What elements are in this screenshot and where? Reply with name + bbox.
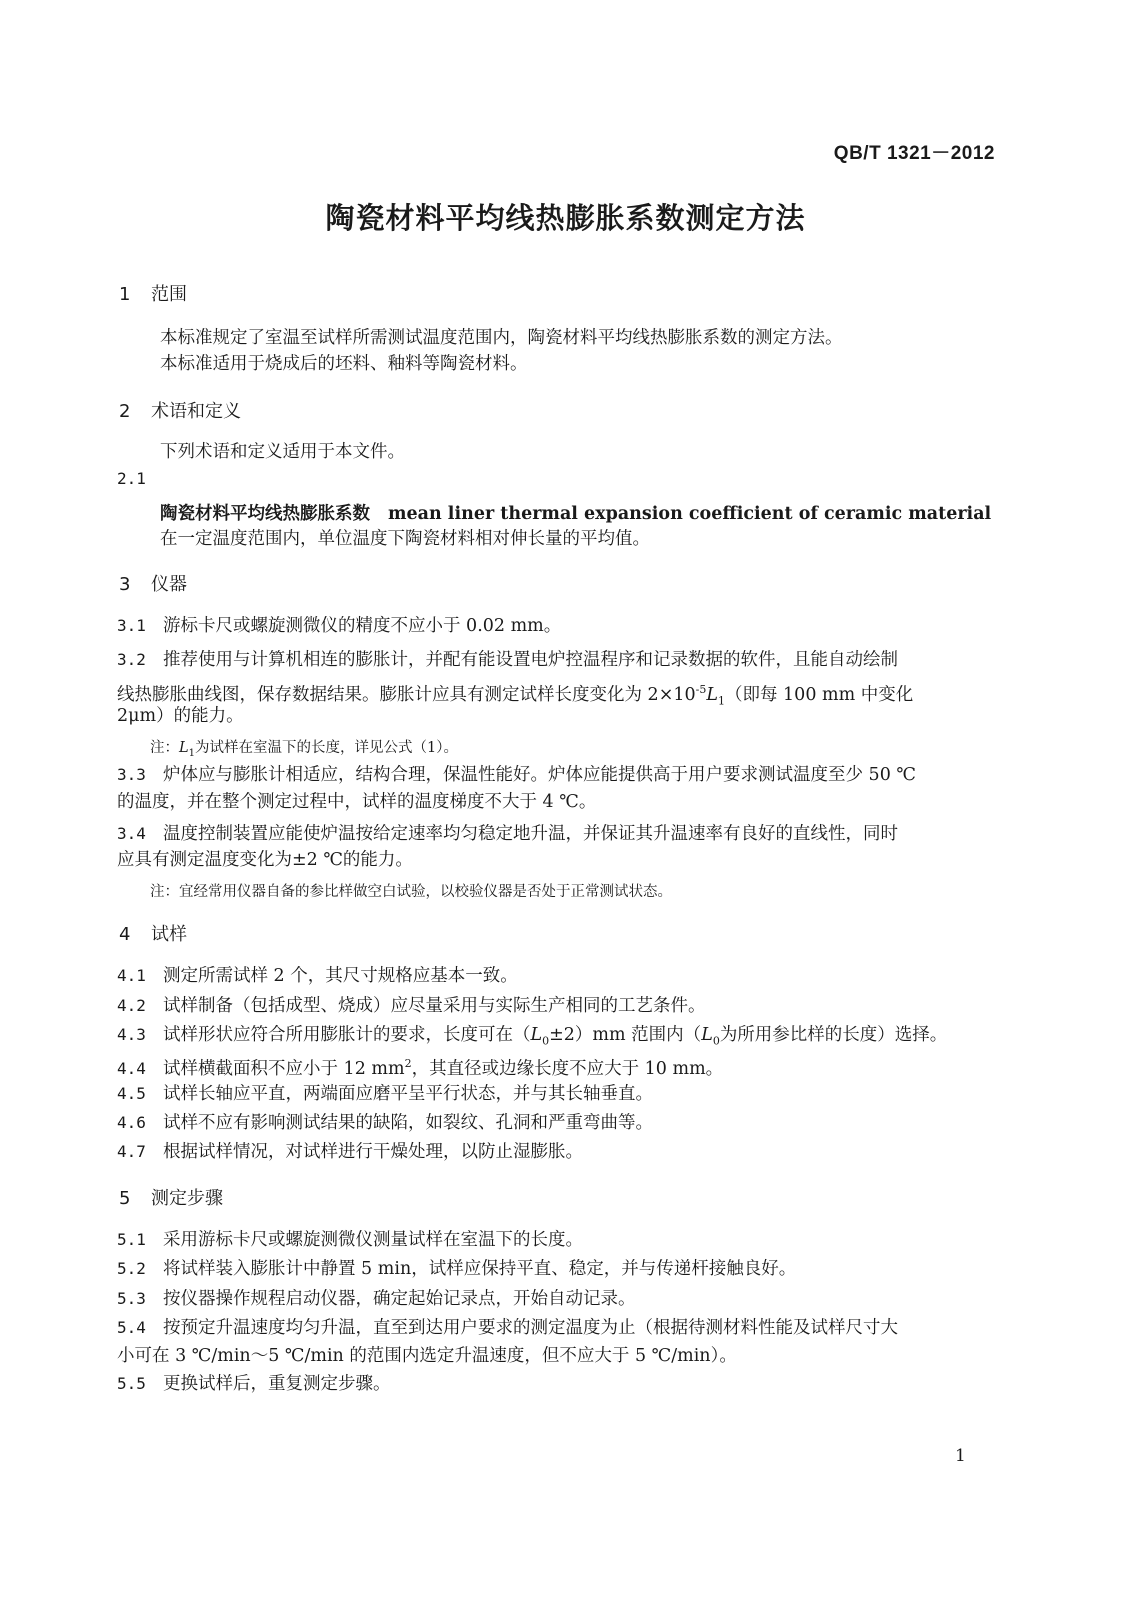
- document-title: 陶瓷材料平均线热膨胀系数测定方法: [325, 201, 806, 235]
- note-3-2: 注：$L_1$为试样在室温下的长度，详见公式（1）。: [150, 740, 458, 759]
- section-number: 5: [119, 1188, 131, 1209]
- section-number: 2: [119, 401, 131, 422]
- clause-4-2: 4.2 试样制备（包括成型、烧成）应尽量采用与实际生产相同的工艺条件。: [117, 996, 706, 1016]
- section-5-heading: [119, 1184, 223, 1210]
- section-1-heading: [119, 280, 187, 306]
- section-title: 范围: [151, 284, 187, 305]
- section-title: 仪器: [151, 574, 187, 595]
- scope-paragraph-1: 本标准规定了室温至试样所需测试温度范围内，陶瓷材料平均线热膨胀系数的测定方法。: [160, 328, 843, 348]
- clause-3-2: 3.2 推荐使用与计算机相连的膨胀计，并配有能设置电炉控温程序和记录数据的软件，且能自动绘制: [117, 650, 898, 670]
- clause-4-7: 4.7 根据试样情况，对试样进行干燥处理，以防止湿膨胀。: [117, 1142, 583, 1162]
- clause-3-1: 3.1 游标卡尺或螺旋测微仪的精度不应小于 0.02 mm。: [117, 616, 562, 636]
- clause-3-3-line-2: 的温度，并在整个测定过程中，试样的温度梯度不大于 4 ℃。: [117, 792, 597, 812]
- clause-5-5: 5.5 更换试样后，重复测定步骤。: [117, 1374, 391, 1394]
- section-title: 术语和定义: [151, 401, 241, 422]
- section-title: 测定步骤: [151, 1188, 223, 1209]
- clause-3-3: 3.3 炉体应与膨胀计相适应，结构合理，保温性能好。炉体应能提供高于用户要求测试温度至少 50 ℃: [117, 765, 916, 785]
- note-3-4: 注：宜经常用仪器自备的参比样做空白试验，以校验仪器是否处于正常测试状态。: [150, 884, 672, 900]
- clause-4-6: 4.6 试样不应有影响测试结果的缺陷，如裂纹、孔洞和严重弯曲等。: [117, 1113, 653, 1133]
- clause-2-1-number: 2.1: [117, 469, 146, 488]
- clause-3-4-line-2: 应具有测定温度变化为±2 ℃的能力。: [117, 850, 413, 870]
- term-chinese: 陶瓷材料平均线热膨胀系数: [160, 504, 370, 524]
- clause-5-4: 5.4 按预定升温速度均匀升温，直至到达用户要求的测定温度为止（根据待测材料性能及试样尺寸大: [117, 1318, 898, 1338]
- section-number: 1: [119, 284, 131, 305]
- terms-intro: 下列术语和定义适用于本文件。: [160, 442, 405, 462]
- section-4-heading: [119, 920, 187, 946]
- section-number: 3: [119, 574, 131, 595]
- standard-code: QB/T 1321－2012: [833, 143, 995, 164]
- section-2-heading: [119, 397, 241, 423]
- page-number: 1: [955, 1446, 966, 1466]
- clause-5-1: 5.1 采用游标卡尺或螺旋测微仪测量试样在室温下的长度。: [117, 1230, 583, 1250]
- clause-3-4: 3.4 温度控制装置应能使炉温按给定速率均匀稳定地升温，并保证其升温速率有良好的直线性，同时: [117, 824, 898, 844]
- clause-4-3: 4.3 试样形状应符合所用膨胀计的要求，长度可在$(L_0\pm 2)mm$ 范围内（$L_0$为所用参比样的长度）选择。: [117, 1025, 948, 1048]
- term-entry: [160, 502, 991, 526]
- clause-4-5: 4.5 试样长轴应平直，两端面应磨平呈平行状态，并与其长轴垂直。: [117, 1084, 653, 1104]
- clause-3-2-line-3: 2μm）的能力。: [117, 706, 244, 726]
- clause-5-2: 5.2 将试样装入膨胀计中静置 5 min，试样应保持平直、稳定，并与传递杆接触良好。: [117, 1259, 797, 1279]
- clause-4-1: 4.1 测定所需试样 2 个，其尺寸规格应基本一致。: [117, 966, 518, 986]
- term-definition: 在一定温度范围内，单位温度下陶瓷材料相对伸长量的平均值。: [160, 529, 650, 549]
- section-3-heading: [119, 570, 187, 596]
- term-english: mean liner thermal expansion coefficient of ceramic material: [388, 504, 992, 524]
- clause-3-2-line-2: 线热膨胀曲线图，保存数据结果。膨胀计应具有测定试样长度变化为 $2\times 10^{-5}L_1$（即每 100 mm 中变化: [117, 683, 914, 708]
- section-title: 试样: [151, 924, 187, 945]
- scope-paragraph-2: 本标准适用于烧成后的坯料、釉料等陶瓷材料。: [160, 354, 528, 374]
- section-number: 4: [119, 924, 131, 945]
- clause-5-4-line-2: 小可在 3 ℃/min～5 ℃/min 的范围内选定升温速度，但不应大于 5 ℃/min）。: [117, 1346, 737, 1366]
- clause-5-3: 5.3 按仪器操作规程启动仪器，确定起始记录点，开始自动记录。: [117, 1289, 636, 1309]
- clause-4-4: 4.4 试样横截面积不应小于 12 $mm^2$，其直径或边缘长度不应大于 10 mm。: [117, 1057, 724, 1079]
